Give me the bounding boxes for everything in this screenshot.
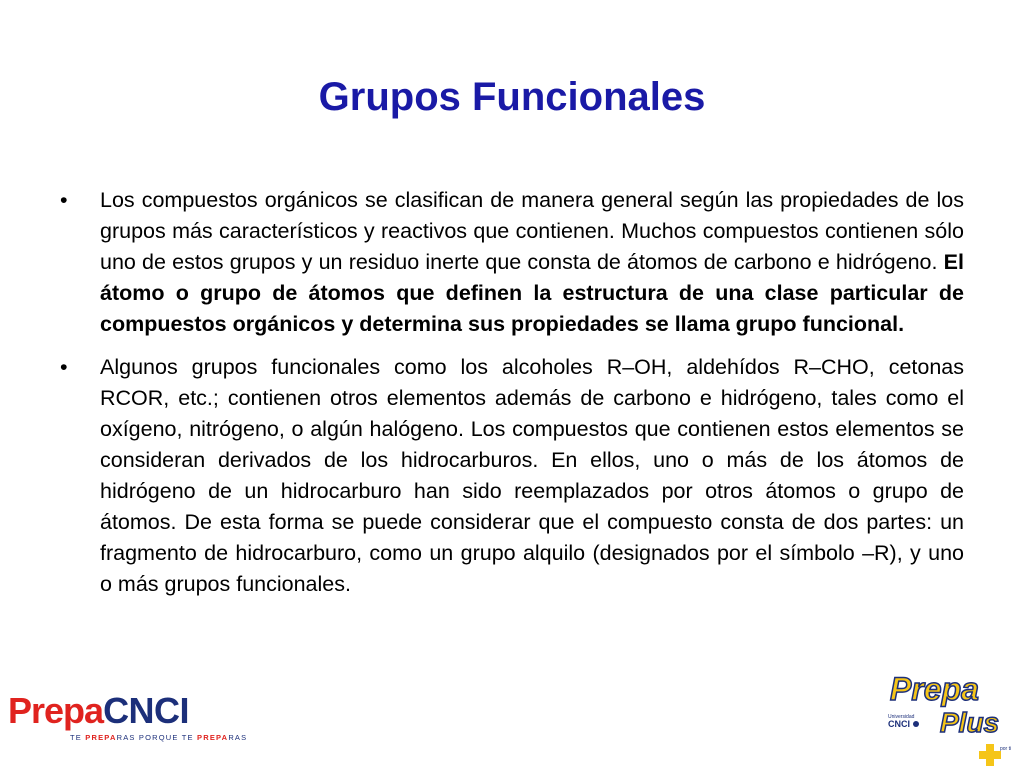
logo-prepa-word: Prepa bbox=[890, 671, 979, 707]
slide-title: Grupos Funcionales bbox=[318, 75, 706, 119]
bullet-bold-text: El átomo o grupo de átomos que definen la estructura de una clase particular de compuestos orgánicos y determina sus propiedades se llama grupo funcional. bbox=[100, 250, 964, 336]
bullet-list bbox=[56, 185, 964, 612]
bullet-text: Los compuestos orgánicos se clasifican de manera general según las propiedades de los grupos más característicos y reactivos que contienen. Muchos compuestos contienen sólo uno de estos grupos y un residuo inerte que consta de átomos de carbono e hidrógeno. bbox=[100, 188, 964, 274]
logo-plus-word: Plus bbox=[940, 707, 1000, 738]
logo-cnci-small: CNCI bbox=[888, 719, 910, 729]
plus-icon bbox=[979, 744, 1001, 766]
bullet-mark: • bbox=[60, 188, 68, 212]
logo-globe-icon bbox=[913, 721, 919, 727]
logo-cnci-text: CNCI bbox=[103, 690, 190, 731]
bullet-item bbox=[56, 352, 964, 600]
bullet-item bbox=[56, 185, 964, 340]
logo-tagline: TE PREPARAS PORQUE TE PREPARAS bbox=[70, 733, 248, 742]
prepa-plus-logo bbox=[882, 670, 1020, 766]
bullet-text: Algunos grupos funcionales como los alcoholes R–OH, aldehídos R–CHO, cetonas RCOR, etc.; contienen otros elementos además de carbono e hidrógeno, tales como el oxígeno, nitrógeno, o algún halógeno. Los compuestos que contienen estos elementos se consideran derivados de los hidrocarburos. En ellos, uno o más de los átomos de hidrógeno de un hidrocarburo han sido reemplazados por otros átomos o grupo de átomos. De esta forma se puede considerar que el compuesto consta de dos partes: un fragmento de hidrocarburo, como un grupo alquilo (designados por el símbolo –R), y uno o más grupos funcionales. bbox=[100, 355, 964, 596]
bullet-mark: • bbox=[60, 355, 68, 379]
prepa-cnci-logo bbox=[8, 690, 248, 745]
logo-univ-text: Universidad bbox=[888, 714, 915, 720]
logo-small-text: por ti bbox=[1000, 746, 1012, 752]
logo-prepa-text: Prepa bbox=[8, 690, 104, 731]
